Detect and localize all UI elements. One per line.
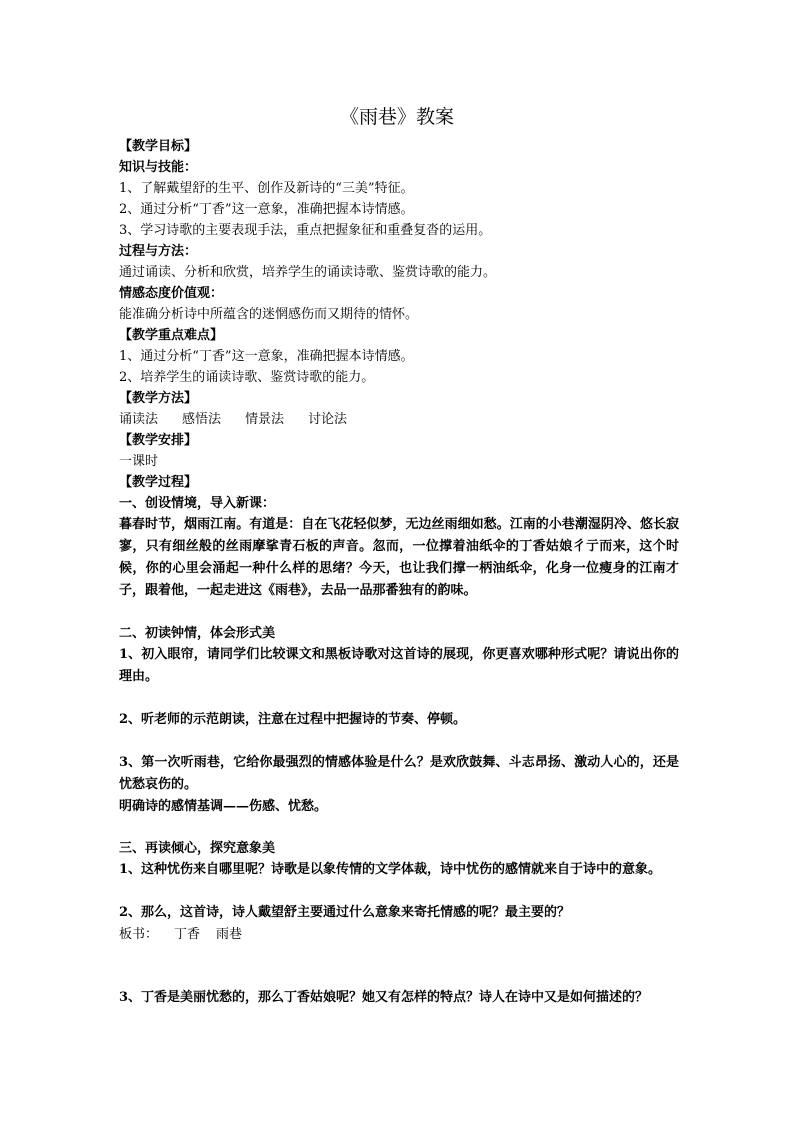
method-item: 感悟法 xyxy=(182,412,222,427)
goals-heading: 【教学目标】 xyxy=(119,139,198,154)
key-point-item: 2、培养学生的诵读诗歌、鉴赏诗歌的能力。 xyxy=(119,370,375,385)
knowledge-item: 2、通过分析“丁香”这一意象，准确把握本诗情感。 xyxy=(119,202,414,217)
method-item: 诵读法 xyxy=(119,412,159,427)
methods-list xyxy=(119,409,679,430)
arrangement-heading: 【教学安排】 xyxy=(119,433,198,448)
step3-question-3: 3、丁香是美丽忧愁的，那么丁香姑娘呢？她又有怎样的特点？诗人在诗中又是如何描述的？ xyxy=(119,990,649,1005)
step3-heading: 三、再读倾心，探究意象美 xyxy=(119,841,276,856)
step2-question-2: 2、听老师的示范朗读，注意在过程中把握诗的节奏、停顿。 xyxy=(119,712,467,727)
method-item: 讨论法 xyxy=(308,412,348,427)
knowledge-heading: 知识与技能： xyxy=(119,160,198,175)
step2-question-1: 1、初入眼帘，请同学们比较课文和黑板诗歌对这首诗的展现，你更喜欢哪种形式呢？请说出你的理由。 xyxy=(119,647,679,684)
knowledge-item: 1、了解戴望舒的生平、创作及新诗的“三美”特征。 xyxy=(119,181,414,196)
process-heading: 过程与方法： xyxy=(119,244,198,259)
key-point-item: 1、通过分析“丁香”这一意象，准确把握本诗情感。 xyxy=(119,349,414,364)
process-text: 通过诵读、分析和欣赏，培养学生的诵读诗歌、鉴赏诗歌的能力。 xyxy=(119,265,497,280)
step1-text: 暮春时节，烟雨江南。有道是：自在飞花轻似梦，无边丝雨细如愁。江南的小巷潮湿阴冷、悠长寂寥，只有细丝般的丝雨摩挲青石板的声音。忽而，一位撑着油纸伞的丁香姑娘彳亍而来，这个时候，你的心里会涌起一种什么样的思绪？今天，也让我们撑一柄油纸伞，化身一位瘦身的江南才子，跟着他，一起走进这《雨巷》，去品一品那番独有的韵味。 xyxy=(119,517,679,598)
board-item: 雨巷 xyxy=(216,927,243,942)
step2-question-3: 3、第一次听雨巷，它给你最强烈的情感体验是什么？是欢欣鼓舞、斗志昂扬、激动人心的，还是忧愁哀伤的。 xyxy=(119,755,679,792)
step2-answer: 明确诗的感情基调——伤感、忧愁。 xyxy=(119,799,328,814)
page-title: 《雨巷》教案 xyxy=(339,106,454,128)
lesson-plan-body xyxy=(119,136,679,1009)
step1-heading: 一、创设情境，导入新课： xyxy=(119,496,276,511)
emotion-text: 能准确分析诗中所蕴含的迷惘感伤而又期待的情怀。 xyxy=(119,307,419,322)
board-item: 丁香 xyxy=(174,927,201,942)
board-notes xyxy=(119,924,679,945)
step2-heading: 二、初读钟情，体会形式美 xyxy=(119,626,276,641)
methods-heading: 【教学方法】 xyxy=(119,391,198,406)
step3-question-2: 2、那么，这首诗，诗人戴望舒主要通过什么意象来寄托情感的呢？最主要的？ xyxy=(119,905,571,920)
emotion-heading: 情感态度价值观： xyxy=(119,286,224,301)
key-points-heading: 【教学重点难点】 xyxy=(119,328,224,343)
knowledge-item: 3、学习诗歌的主要表现手法，重点把握象征和重叠复沓的运用。 xyxy=(119,223,492,238)
method-item: 情景法 xyxy=(245,412,285,427)
step3-question-1: 1、这种忧伤来自哪里呢？诗歌是以象传情的文学体裁，诗中忧伤的感情就来自于诗中的意象。 xyxy=(119,862,662,877)
arrangement-text: 一课时 xyxy=(119,454,159,469)
board-label: 板书： xyxy=(119,927,159,942)
procedure-heading: 【教学过程】 xyxy=(119,475,198,490)
